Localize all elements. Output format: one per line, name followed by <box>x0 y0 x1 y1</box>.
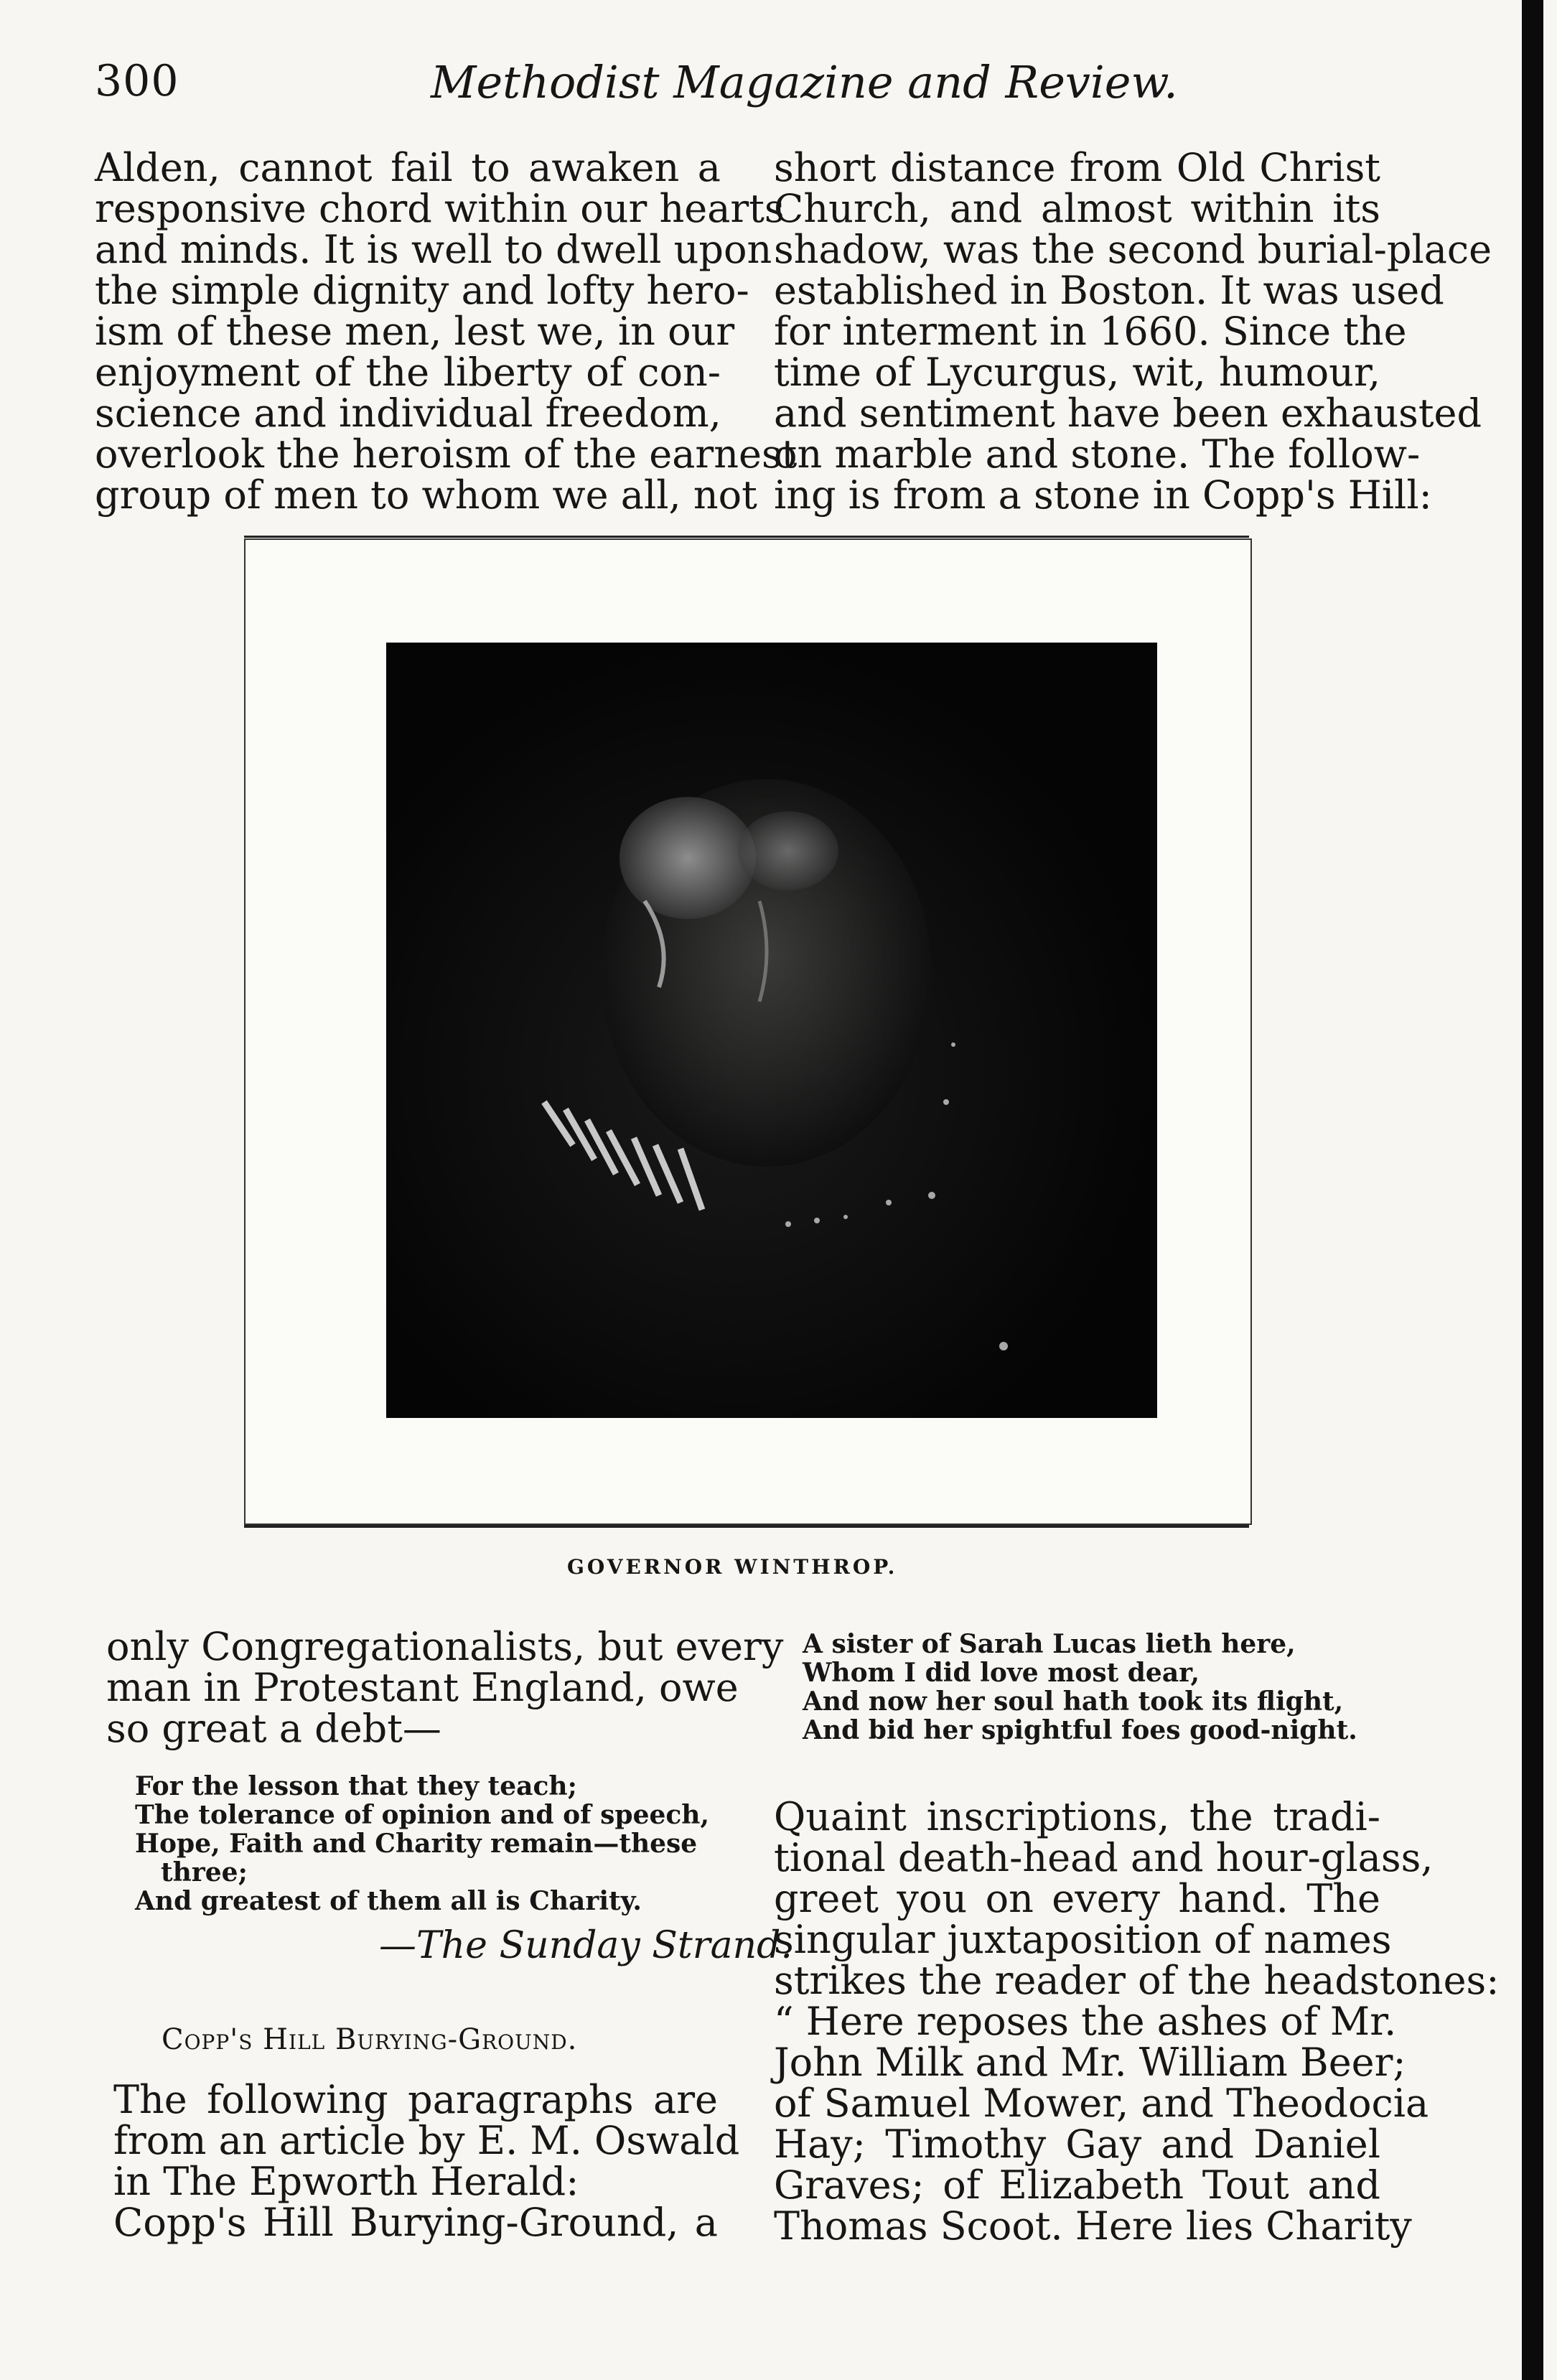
page-number: 300 <box>95 56 179 106</box>
epitaph-line: And now her soul hath took its flight, <box>803 1686 1344 1717</box>
text-line: strikes the reader of the headstones: <box>774 1958 1500 2003</box>
text-line: greet you on every hand. The <box>774 1876 1380 1921</box>
verse-line: For the lesson that they teach; <box>135 1771 577 1801</box>
portrait-illustration <box>386 643 1157 1418</box>
text-line: overlook the heroism of the earnest <box>95 431 798 477</box>
text-line: ism of these men, lest we, in our <box>95 309 735 354</box>
text-line: responsive chord within our hearts <box>95 186 785 231</box>
portrait-image <box>386 643 1157 1418</box>
text-line: group of men to whom we all, not <box>95 472 757 518</box>
page-edge-shadow <box>1522 0 1543 2380</box>
text-line: science and individual freedom, <box>95 391 721 436</box>
figure-top-rule <box>244 536 1249 538</box>
epitaph-line: Whom I did love most dear, <box>803 1658 1200 1688</box>
text-line: Copp's Hill Burying-Ground, a <box>113 2200 718 2245</box>
text-line: The following paragraphs are <box>113 2077 718 2122</box>
text-line: man in Protestant England, owe <box>106 1665 739 1710</box>
text-line: Hay; Timothy Gay and Daniel <box>774 2122 1380 2167</box>
running-title: Methodist Magazine and Review. <box>431 56 1178 108</box>
text-line: Quaint inscriptions, the tradi- <box>774 1794 1380 1839</box>
text-line: shadow, was the second burial-place <box>774 227 1492 272</box>
text-line: Graves; of Elizabeth Tout and <box>774 2162 1380 2208</box>
text-line: from an article by E. M. Oswald <box>113 2118 740 2163</box>
text-line: for interment in 1660. Since the <box>774 309 1407 354</box>
text-line: only Congregationalists, but every <box>106 1624 784 1669</box>
epitaph-block <box>803 1630 1377 1745</box>
figure-caption: GOVERNOR WINTHROP. <box>567 1555 898 1579</box>
text-line: time of Lycurgus, wit, humour, <box>774 350 1380 395</box>
figure-bottom-rule <box>244 1525 1249 1528</box>
bottom-left-article <box>113 2077 740 2245</box>
top-left-column <box>95 145 798 518</box>
verse-block <box>135 1772 731 1915</box>
text-line: Church, and almost within its <box>774 186 1380 231</box>
bottom-left-paragraph <box>106 1624 784 1751</box>
bottom-right-paragraph <box>774 1794 1500 2249</box>
text-line: and minds. It is well to dwell upon <box>95 227 772 272</box>
text-line: “ Here reposes the ashes of Mr. <box>774 1999 1397 2044</box>
epitaph-line: And bid her spightful foes good-night. <box>803 1715 1357 1745</box>
text-line: John Milk and Mr. William Beer; <box>774 2040 1406 2085</box>
text-line: singular juxtaposition of names <box>774 1917 1392 1962</box>
verse-line: three; <box>161 1857 248 1887</box>
text-line: established in Boston. It was used <box>774 268 1444 313</box>
verse-line: The tolerance of opinion and of speech, <box>135 1800 710 1830</box>
epitaph-line: A sister of Sarah Lucas lieth here, <box>803 1629 1296 1659</box>
text-line: ing is from a stone in Copp's Hill: <box>774 472 1432 518</box>
text-line: and sentiment have been exhausted <box>774 391 1482 436</box>
text-line: in The Epworth Herald: <box>113 2159 579 2204</box>
text-line: on marble and stone. The follow- <box>774 431 1421 477</box>
text-line: short distance from Old Christ <box>774 145 1380 190</box>
verse-line: And greatest of them all is Charity. <box>135 1886 642 1916</box>
text-line: of Samuel Mower, and Theodocia <box>774 2081 1429 2126</box>
text-line: the simple dignity and lofty hero- <box>95 268 749 313</box>
text-line: so great a debt— <box>106 1706 441 1751</box>
verse-credit: —The Sunday Strand. <box>379 1924 792 1967</box>
verse-line: Hope, Faith and Charity remain—these <box>135 1829 698 1859</box>
text-line: Thomas Scoot. Here lies Charity <box>774 2203 1412 2249</box>
section-subheading: Copp's Hill Burying-Ground. <box>162 2023 578 2056</box>
top-right-column <box>774 145 1492 518</box>
text-line: tional death-head and hour-glass, <box>774 1835 1434 1880</box>
text-line: enjoyment of the liberty of con- <box>95 350 721 395</box>
text-line: Alden, cannot fail to awaken a <box>95 145 721 190</box>
